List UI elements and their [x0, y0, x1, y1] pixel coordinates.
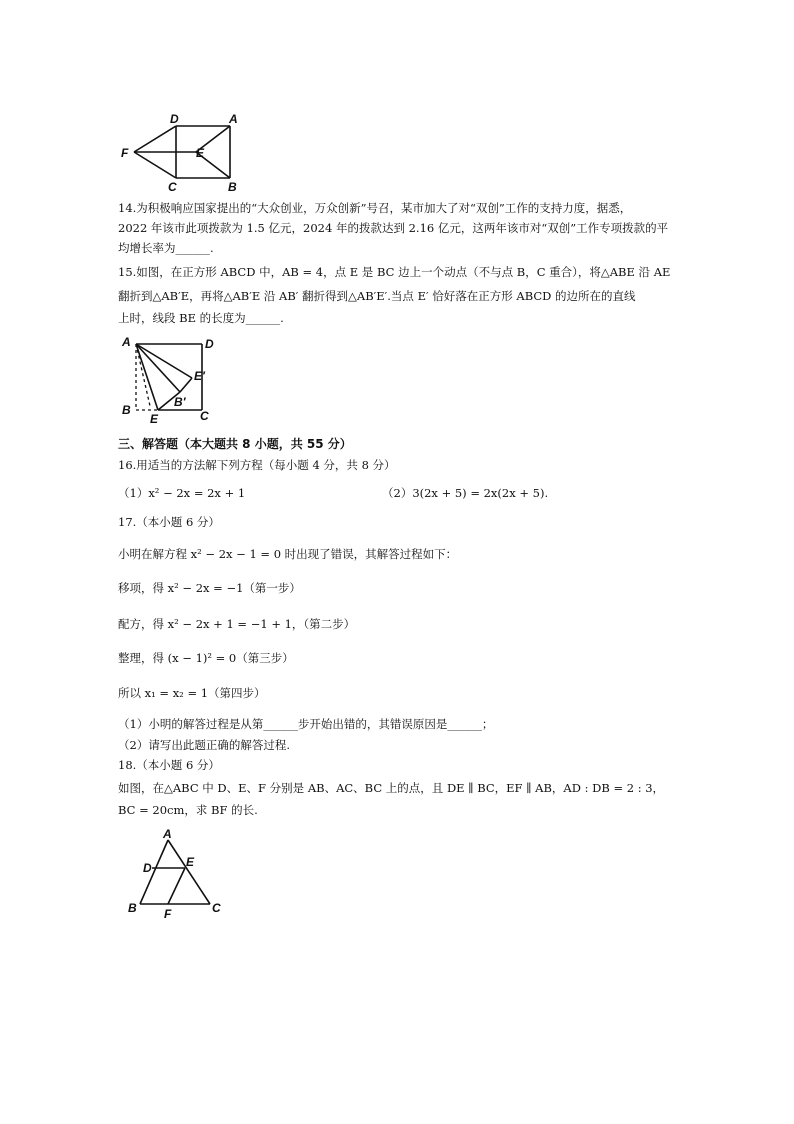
label-C: C [168, 180, 177, 194]
q17-intro: 小明在解方程 x² − 2x − 1 = 0 时出现了错误，其解答过程如下： [118, 547, 458, 561]
label-E-prime: E′ [194, 369, 205, 383]
q17-step4: 所以 x₁ = x₂ = 1（第四步） [118, 686, 266, 700]
label-B: B [228, 180, 237, 194]
label-F: F [164, 907, 172, 920]
q17-step2: 配方，得 x² − 2x + 1 = −1 + 1，（第二步） [118, 617, 356, 631]
q17-ask2: （2）请写出此题正确的解答过程. [118, 738, 290, 752]
label-A: A [229, 112, 238, 126]
q16-part1: （1）x² − 2x = 2x + 1 [118, 486, 246, 500]
label-C: C [212, 901, 221, 915]
figure-q18 [118, 828, 230, 920]
label-F: F [121, 146, 129, 160]
figure-q15 [118, 334, 218, 426]
q16-stem: 16.用适当的方法解下列方程（每小题 4 分，共 8 分） [118, 458, 396, 472]
label-B: B [128, 901, 137, 915]
label-D: D [143, 861, 152, 875]
label-D: D [205, 337, 214, 351]
label-E: E [186, 855, 195, 869]
q17-step1: 移项，得 x² − 2x = −1（第一步） [118, 581, 301, 595]
q17-head: 17.（本小题 6 分） [118, 515, 220, 529]
q17-ask1: （1）小明的解答过程是从第______步开始出错的，其错误原因是______； [118, 717, 494, 731]
q14-line1: 14.为积极响应国家提出的“大众创业，万众创新”号召，某市加大了对“双创”工作的支持力度，据悉， [118, 201, 632, 215]
label-D: D [170, 112, 179, 126]
q17-step3: 整理，得 (x − 1)² = 0（第三步） [118, 651, 294, 665]
q15-line2: 翻折到△AB′E，再将△AB′E 沿 AB′ 翻折得到△AB′E′.当点 E′ 恰好落在正方形 ABCD 的边所在的直线 [118, 289, 636, 303]
label-E: E [150, 412, 159, 426]
label-E: E [196, 146, 205, 160]
label-A: A [122, 335, 131, 349]
q18-line2: BC = 20cm，求 BF 的长. [118, 803, 258, 817]
figure-q13 [118, 112, 248, 194]
q15-line3: 上时，线段 BE 的长度为______. [118, 311, 284, 325]
q18-head: 18.（本小题 6 分） [118, 758, 220, 772]
q15-line1: 15.如图，在正方形 ABCD 中，AB = 4，点 E 是 BC 边上一个动点（不与点 B，C 重合），将△ABE 沿 AE [118, 265, 671, 279]
q18-line1: 如图，在△ABC 中 D、E、F 分别是 AB、AC、BC 上的点，且 DE ∥ BC，EF ∥ AB，AD : DB = 2 : 3， [118, 781, 665, 795]
q16-part2: （2）3(2x + 5) = 2x(2x + 5). [382, 486, 549, 500]
label-A: A [163, 828, 172, 841]
q14-line3: 均增长率为______. [118, 241, 214, 255]
q14-line2: 2022 年该市此项拨款为 1.5 亿元，2024 年的拨款达到 2.16 亿元，这两年该市对“双创”工作专项拨款的平 [118, 221, 669, 235]
section-3-heading: 三、解答题（本大题共 8 小题，共 55 分） [118, 437, 352, 451]
label-C: C [200, 409, 209, 423]
label-B: B [122, 403, 131, 417]
label-B-prime: B′ [174, 395, 186, 409]
